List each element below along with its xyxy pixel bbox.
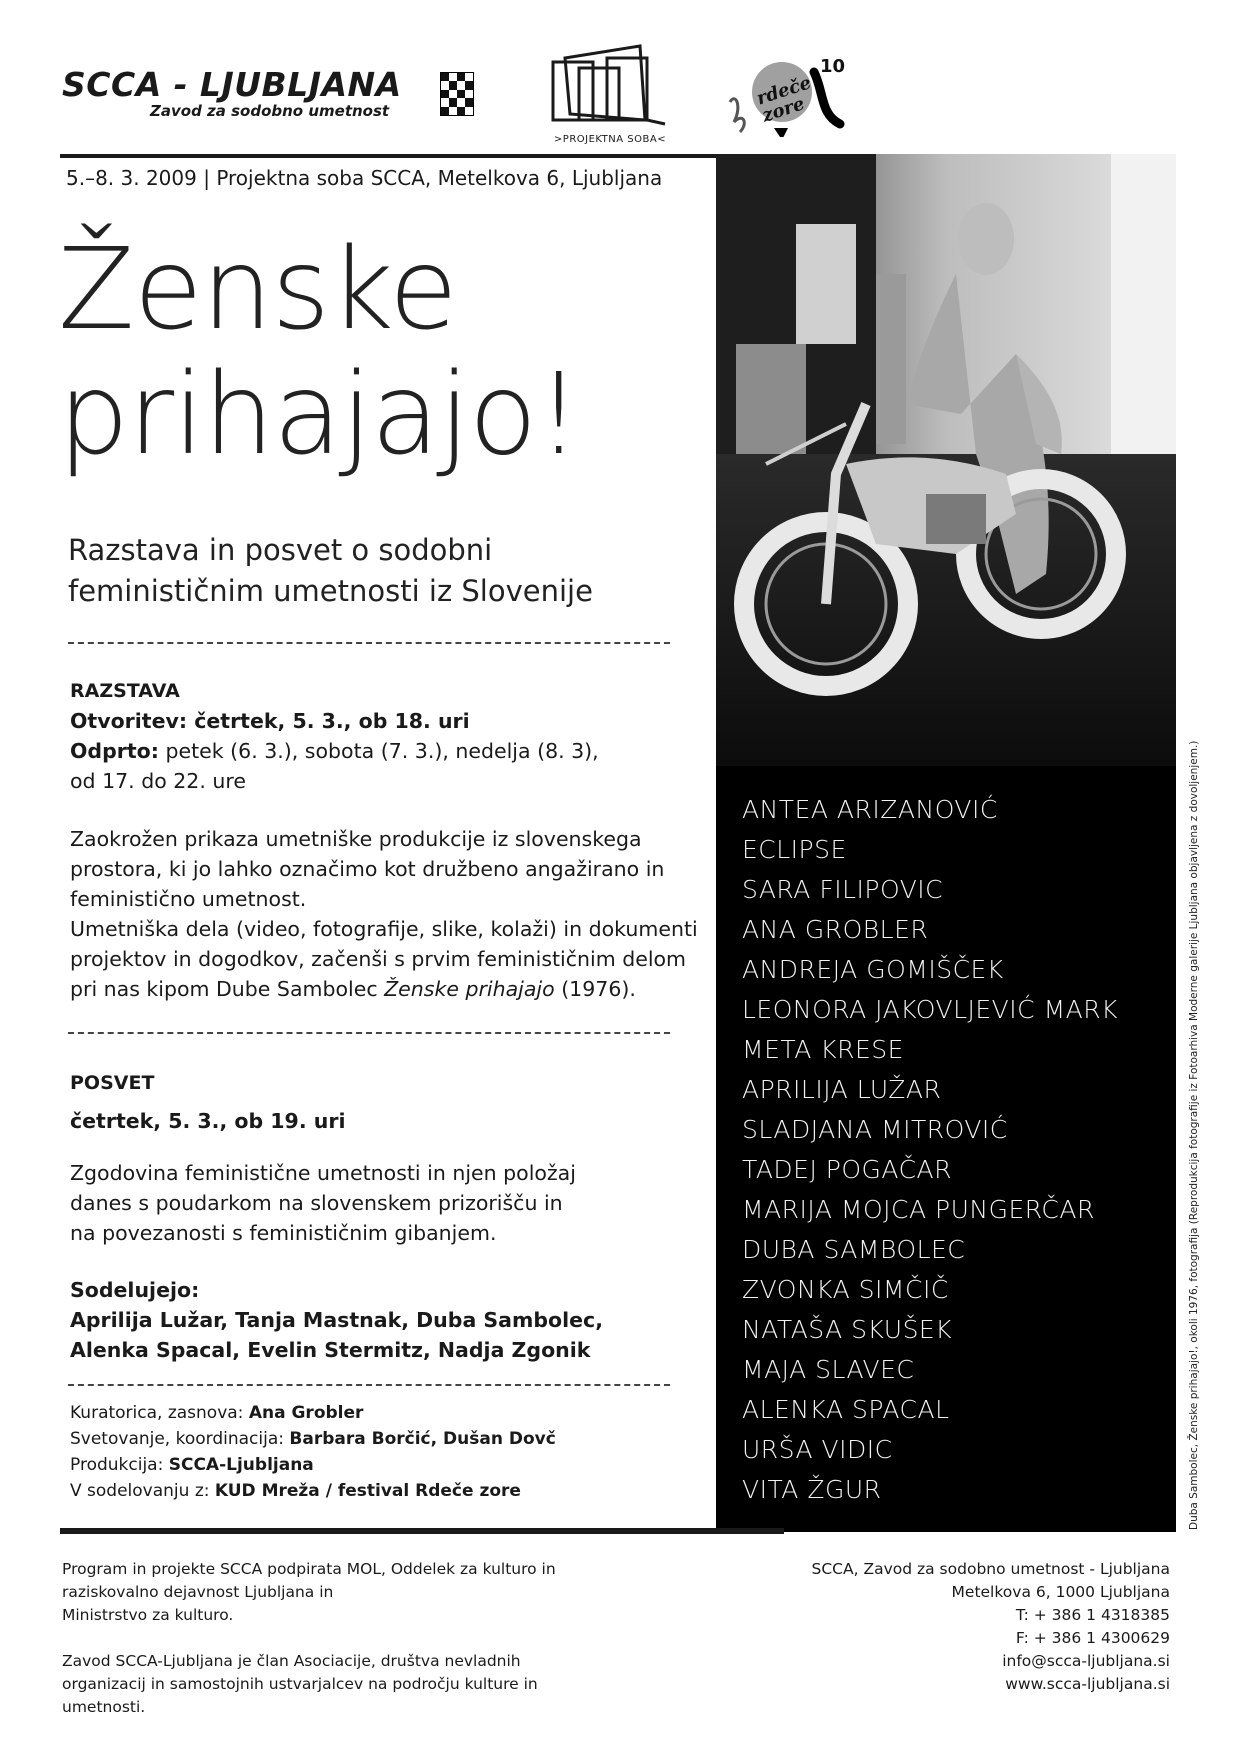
footer-line: umetnosti. xyxy=(62,1698,146,1716)
desc-line: feministično umetnost. xyxy=(70,887,307,911)
list-item: SARA FILIPOVIC xyxy=(742,875,944,904)
desc-text: (1976). xyxy=(554,977,636,1001)
artist-list xyxy=(742,790,1118,1510)
credit-value: SCCA-Ljubljana xyxy=(168,1455,314,1475)
list-item: ECLIPSE xyxy=(742,835,847,864)
footer-line: organizacij in samostojnih ustvarjalcev na področju kulture in xyxy=(62,1675,538,1693)
checker-square xyxy=(465,107,473,115)
checker-square xyxy=(457,90,465,98)
list-item: VITA ŽGUR xyxy=(742,1475,882,1504)
footer-line: Zavod SCCA-Ljubljana je član Asociacije, društva nevladnih xyxy=(62,1652,521,1670)
scca-logo-title: SCCA - LJUBLJANA xyxy=(62,65,402,104)
razstava-section xyxy=(70,676,690,796)
checker-square xyxy=(449,90,457,98)
desc-line: projektov in dogodkov, začenši s prvim feminističnim delom xyxy=(70,947,687,971)
footer-contact xyxy=(750,1558,1170,1696)
open-label: Odprto: xyxy=(70,739,159,763)
list-item: ANA GROBLER xyxy=(742,915,929,944)
list-item: ZVONKA SIMČIČ xyxy=(742,1275,949,1304)
posvet-description xyxy=(70,1158,690,1248)
checker-square xyxy=(457,107,465,115)
checker-square xyxy=(441,90,449,98)
top-rule xyxy=(60,154,716,158)
credit-value: Ana Grobler xyxy=(248,1403,364,1423)
checker-square xyxy=(457,81,465,89)
participants-heading: Sodelujejo: xyxy=(70,1278,200,1302)
participants-line: Aprilija Lužar, Tanja Mastnak, Duba Sambolec, xyxy=(70,1308,603,1332)
divider xyxy=(68,1032,670,1034)
posvet-date: četrtek, 5. 3., ob 19. uri xyxy=(70,1109,346,1133)
open-value: petek (6. 3.), sobota (7. 3.), nedelja (8. 3), xyxy=(158,739,599,763)
org-name: SCCA, Zavod za sodobno umetnost - Ljubljana xyxy=(811,1560,1170,1578)
checker-square xyxy=(441,107,449,115)
desc-line: na povezanosti s feminističnim gibanjem. xyxy=(70,1221,497,1245)
address: Metelkova 6, 1000 Ljubljana xyxy=(951,1583,1170,1601)
list-item: LEONORA JAKOVLJEVIĆ MARK xyxy=(742,995,1119,1024)
list-item: ALENKA SPACAL xyxy=(742,1395,950,1424)
credit-label: Svetovanje, koordinacija: xyxy=(70,1429,290,1449)
checker-square xyxy=(465,73,473,81)
razstava-description xyxy=(70,824,710,1004)
checkerboard-icon xyxy=(440,72,474,116)
motorcycle-sculpture-image xyxy=(716,154,1176,766)
credit-row xyxy=(70,1478,690,1504)
checker-square xyxy=(449,73,457,81)
page-title xyxy=(58,225,581,480)
bottom-rule xyxy=(60,1528,784,1534)
credit-row xyxy=(70,1426,690,1452)
credit-value: KUD Mreža / festival Rdeče zore xyxy=(214,1481,521,1501)
desc-line: prostora, ki jo lahko označimo kot družbeno angažirano in xyxy=(70,857,665,881)
list-item: TADEJ POGAČAR xyxy=(742,1155,953,1184)
desc-line: Zgodovina feministične umetnosti in njen položaj xyxy=(70,1161,576,1185)
title-line-2: prihajajo! xyxy=(58,350,581,480)
desc-line: danes s poudarkom na slovenskem prizorišču in xyxy=(70,1191,563,1215)
checker-square xyxy=(449,107,457,115)
footer-support xyxy=(62,1558,622,1719)
participants-line: Alenka Spacal, Evelin Stermitz, Nadja Zgonik xyxy=(70,1338,591,1362)
checker-square xyxy=(441,81,449,89)
projektna-soba-icon xyxy=(545,40,675,128)
footer-line: Ministrstvo za kulturo. xyxy=(62,1606,234,1624)
subtitle-line-1: Razstava in posvet o sodobni xyxy=(68,533,493,567)
list-item: DUBA SAMBOLEC xyxy=(742,1235,966,1264)
list-item: MARIJA MOJCA PUNGERČAR xyxy=(742,1195,1095,1224)
projektna-soba-caption: >PROJEKTNA SOBA< xyxy=(553,134,667,145)
posvet-section xyxy=(70,1068,690,1136)
subtitle-line-2: feminističnim umetnosti iz Slovenije xyxy=(68,574,593,608)
footer-line: raziskovalno dejavnost Ljubljana in xyxy=(62,1583,334,1601)
desc-line: Umetniška dela (video, fotografije, slike, kolaži) in dokumenti xyxy=(70,917,698,941)
list-item: META KRESE xyxy=(742,1035,904,1064)
checker-square xyxy=(465,98,473,106)
list-item: APRILIJA LUŽAR xyxy=(742,1075,942,1104)
fax: F: + 386 1 4300629 xyxy=(1015,1629,1170,1647)
list-item: MAJA SLAVEC xyxy=(742,1355,915,1384)
email-link[interactable]: info@scca-ljubljana.si xyxy=(1002,1652,1170,1670)
open-hours: od 17. do 22. ure xyxy=(70,769,246,793)
credit-row xyxy=(70,1452,690,1478)
checker-square xyxy=(457,98,465,106)
razstava-heading: RAZSTAVA xyxy=(70,680,180,702)
checker-square xyxy=(465,90,473,98)
opening-label: Otvoritev: xyxy=(70,709,188,733)
credits xyxy=(70,1400,690,1504)
list-item: ANTEA ARIZANOVIĆ xyxy=(742,795,998,824)
projektna-soba-logo xyxy=(545,40,675,145)
posvet-heading: POSVET xyxy=(70,1072,155,1094)
credit-label: Kuratorica, zasnova: xyxy=(70,1403,249,1423)
desc-text: pri nas kipom Dube Sambolec xyxy=(70,977,385,1001)
credit-value: Barbara Borčić, Dušan Dovč xyxy=(289,1429,556,1449)
opening-value: četrtek, 5. 3., ob 18. uri xyxy=(187,709,470,733)
list-item: ANDREJA GOMIŠČEK xyxy=(742,955,1004,984)
phone: T: + 386 1 4318385 xyxy=(1015,1606,1170,1624)
footer-line: Program in projekte SCCA podpirata MOL, Oddelek za kulturo in xyxy=(62,1560,556,1578)
subtitle xyxy=(68,530,593,612)
list-item: URŠA VIDIC xyxy=(742,1435,893,1464)
credit-label: V sodelovanju z: xyxy=(70,1481,215,1501)
sculpture-photo xyxy=(716,154,1176,766)
divider xyxy=(68,642,670,644)
participants xyxy=(70,1275,690,1365)
credit-row xyxy=(70,1400,690,1426)
desc-line: Zaokrožen prikaza umetniške produkcije iz slovenskega xyxy=(70,827,642,851)
scca-logo-subtitle: Zavod za sodobno umetnost xyxy=(150,102,390,120)
checker-square xyxy=(441,73,449,81)
rdece-zore-number: 10 xyxy=(820,56,846,77)
checker-square xyxy=(465,81,473,89)
scca-logo xyxy=(62,65,402,120)
checker-square xyxy=(449,81,457,89)
credit-label: Produkcija: xyxy=(70,1455,169,1475)
event-date-venue: 5.–8. 3. 2009 | Projektna soba SCCA, Metelkova 6, Ljubljana xyxy=(66,166,663,190)
desc-line xyxy=(70,974,710,1004)
list-item: NATAŠA SKUŠEK xyxy=(742,1315,953,1344)
photo-credit: Duba Sambolec, Ženske prihajajo!, okoli 1976, fotografija (Reprodukcija fotografije iz Fotoarhiva Moderne galerije Ljubljana objavljena z dovoljenjem.) xyxy=(1188,740,1200,1530)
checker-square xyxy=(457,73,465,81)
checker-square xyxy=(449,98,457,106)
website-link[interactable]: www.scca-ljubljana.si xyxy=(1005,1675,1170,1693)
title-line-1: Ženske xyxy=(58,225,457,355)
checker-square xyxy=(441,98,449,106)
artwork-title: Ženske prihajajo xyxy=(384,977,555,1001)
rdece-zore-wordmark: rdeče zore xyxy=(754,72,814,127)
divider xyxy=(68,1384,670,1386)
rdece-zore-logo xyxy=(722,52,852,137)
list-item: SLADJANA MITROVIĆ xyxy=(742,1115,1008,1144)
